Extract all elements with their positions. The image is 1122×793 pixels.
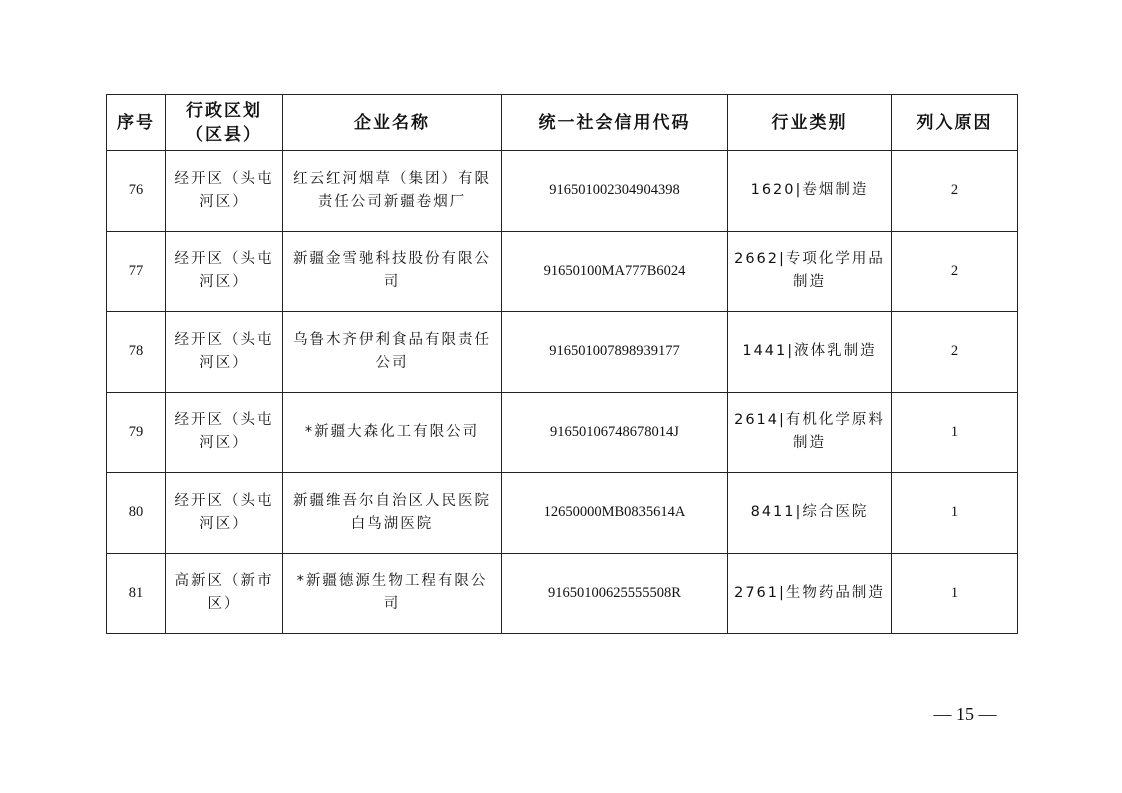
table-row xyxy=(107,231,1018,312)
cell-seq: 80 xyxy=(107,473,166,554)
cell-industry: 8411|综合医院 xyxy=(728,473,892,554)
cell-district: 高新区（新市区） xyxy=(166,553,283,634)
cell-company: *新疆大森化工有限公司 xyxy=(283,392,502,473)
table-row xyxy=(107,553,1018,634)
cell-seq: 78 xyxy=(107,312,166,393)
cell-company: *新疆德源生物工程有限公司 xyxy=(283,553,502,634)
table-row xyxy=(107,473,1018,554)
cell-credit-code: 916501007898939177 xyxy=(502,312,728,393)
cell-credit-code: 91650100625555508R xyxy=(502,553,728,634)
header-reason: 列入原因 xyxy=(892,95,1018,151)
page-number: — 15 — xyxy=(933,704,997,724)
table-row xyxy=(107,151,1018,232)
cell-company: 新疆金雪驰科技股份有限公司 xyxy=(283,231,502,312)
cell-credit-code: 12650000MB0835614A xyxy=(502,473,728,554)
cell-seq: 81 xyxy=(107,553,166,634)
cell-seq: 77 xyxy=(107,231,166,312)
cell-company: 红云红河烟草（集团）有限责任公司新疆卷烟厂 xyxy=(283,151,502,232)
cell-reason: 1 xyxy=(892,473,1018,554)
header-credit-code: 统一社会信用代码 xyxy=(502,95,728,151)
cell-reason: 1 xyxy=(892,553,1018,634)
cell-industry: 1441|液体乳制造 xyxy=(728,312,892,393)
table-row xyxy=(107,392,1018,473)
cell-seq: 79 xyxy=(107,392,166,473)
cell-industry: 2662|专项化学用品制造 xyxy=(728,231,892,312)
enterprise-table xyxy=(106,94,1018,634)
cell-district: 经开区（头屯河区） xyxy=(166,392,283,473)
cell-district: 经开区（头屯河区） xyxy=(166,231,283,312)
table-row xyxy=(107,312,1018,393)
cell-reason: 2 xyxy=(892,312,1018,393)
table-header-row xyxy=(107,95,1018,151)
cell-district: 经开区（头屯河区） xyxy=(166,312,283,393)
cell-district: 经开区（头屯河区） xyxy=(166,473,283,554)
cell-industry: 1620|卷烟制造 xyxy=(728,151,892,232)
cell-credit-code: 916501002304904398 xyxy=(502,151,728,232)
header-seq: 序号 xyxy=(107,95,166,151)
cell-company: 新疆维吾尔自治区人民医院白鸟湖医院 xyxy=(283,473,502,554)
cell-reason: 2 xyxy=(892,231,1018,312)
cell-reason: 1 xyxy=(892,392,1018,473)
header-company: 企业名称 xyxy=(283,95,502,151)
cell-reason: 2 xyxy=(892,151,1018,232)
cell-seq: 76 xyxy=(107,151,166,232)
cell-company: 乌鲁木齐伊利食品有限责任公司 xyxy=(283,312,502,393)
cell-district: 经开区（头屯河区） xyxy=(166,151,283,232)
cell-industry: 2761|生物药品制造 xyxy=(728,553,892,634)
cell-industry: 2614|有机化学原料制造 xyxy=(728,392,892,473)
header-industry: 行业类别 xyxy=(728,95,892,151)
cell-credit-code: 91650106748678014J xyxy=(502,392,728,473)
cell-credit-code: 91650100MA777B6024 xyxy=(502,231,728,312)
header-district: 行政区划（区县） xyxy=(166,95,283,151)
